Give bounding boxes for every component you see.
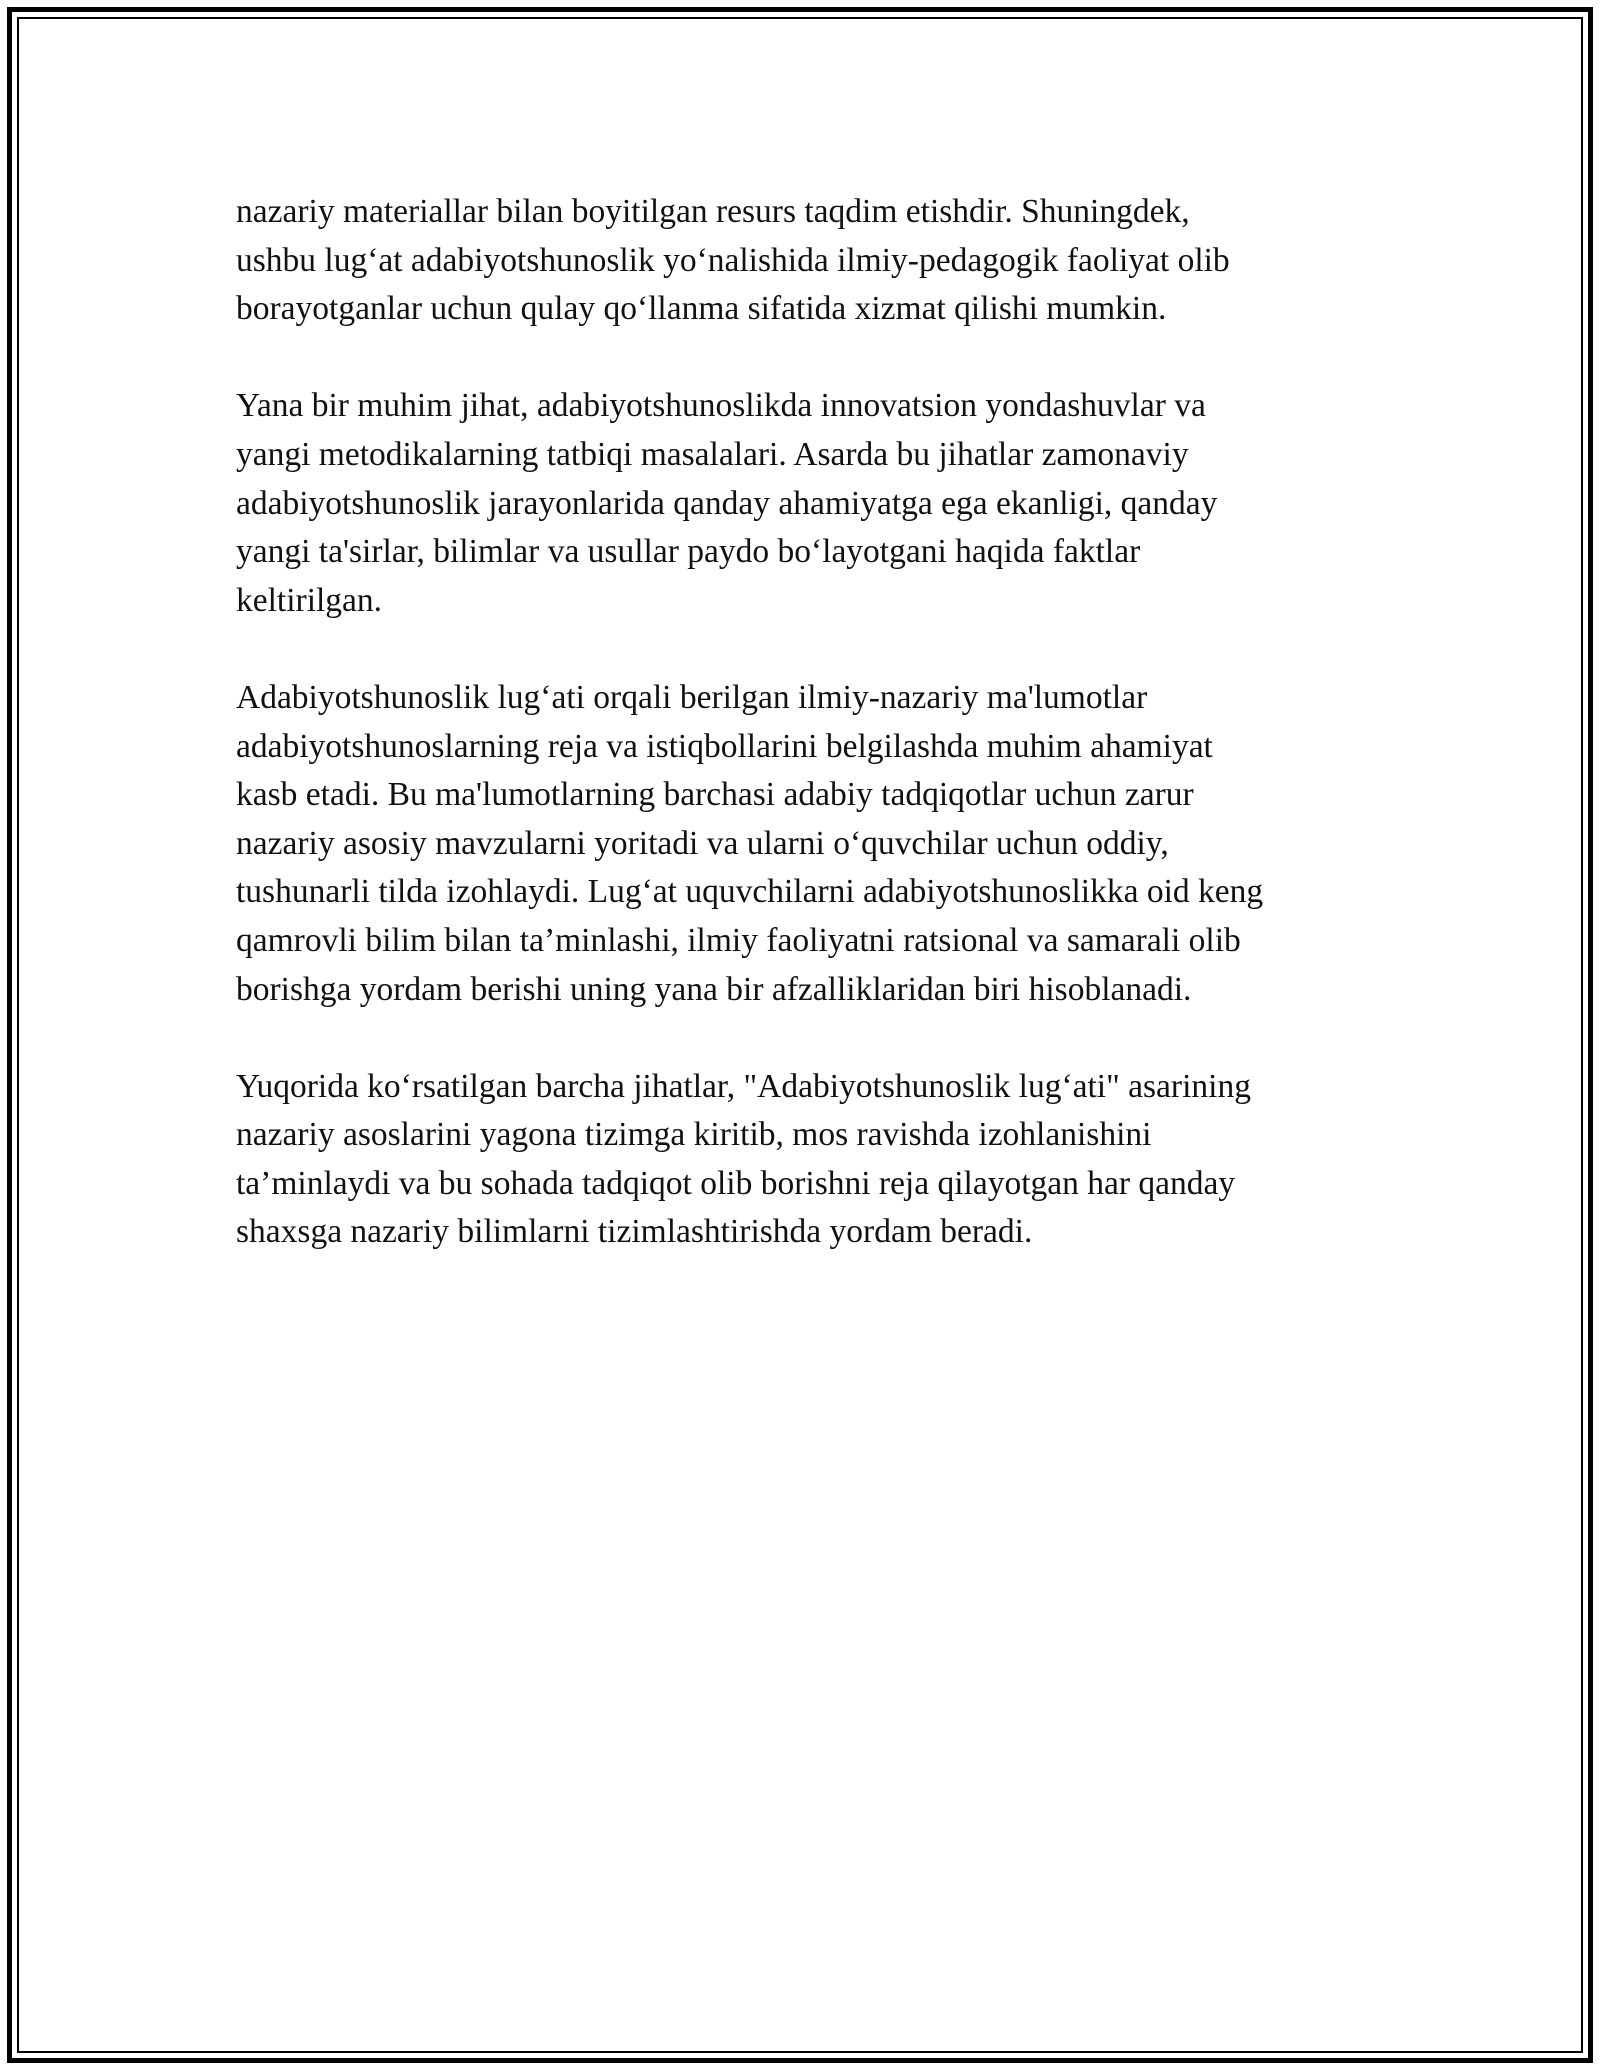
text-line: Yana bir muhim jihat, adabiyotshunoslikda innovatsion yondashuvlar va: [236, 387, 1206, 425]
text-line: nazariy asoslarini yagona tizimga kiritib, mos ravishda izohlanishini: [236, 1116, 1152, 1154]
text-line: nazariy asosiy mavzularni yoritadi va ularni o‘quvchilar uchun oddiy,: [236, 824, 1169, 862]
text-line: kasb etadi. Bu ma'lumotlarning barchasi adabiy tadqiqotlar uchun zarur: [236, 776, 1194, 814]
paragraph-4: [236, 1063, 1366, 1257]
text-line: keltirilgan.: [236, 581, 383, 619]
text-line: Adabiyotshunoslik lug‘ati orqali berilgan ilmiy-nazariy ma'lumotlar: [236, 678, 1148, 716]
text-line: ushbu lug‘at adabiyotshunoslik yo‘nalishida ilmiy-pedagogik faoliyat olib: [236, 241, 1230, 279]
text-line: nazariy materiallar bilan boyitilgan resurs taqdim etishdir. Shuningdek,: [236, 193, 1190, 230]
text-line: qamrovli bilim bilan ta’minlashi, ilmiy faoliyatni ratsional va samarali olib: [236, 921, 1241, 959]
document-body: [236, 188, 1366, 1306]
text-line: adabiyotshunoslik jarayonlarida qanday ahamiyatga ega ekanligi, qanday: [236, 484, 1218, 522]
text-line: borishga yordam berishi uning yana bir afzalliklaridan biri hisoblanadi.: [236, 970, 1192, 1008]
text-line: borayotganlar uchun qulay qo‘llanma sifatida xizmat qilishi mumkin.: [236, 290, 1167, 328]
text-line: yangi ta'sirlar, bilimlar va usullar paydo bo‘layotgani haqida faktlar: [236, 533, 1141, 571]
text-line: shaxsga nazariy bilimlarni tizimlashtirishda yordam beradi.: [236, 1213, 1033, 1251]
paragraph-2: [236, 382, 1366, 625]
text-line: tushunarli tilda izohlaydi. Lug‘at uquvchilarni adabiyotshunoslikka oid keng: [236, 873, 1264, 911]
text-line: ta’minlaydi va bu sohada tadqiqot olib borishni reja qilayotgan har qanday: [236, 1164, 1236, 1202]
paragraph-1: [236, 188, 1366, 334]
paragraph-3: [236, 674, 1366, 1014]
text-line: adabiyotshunoslarning reja va istiqbollarini belgilashda muhim ahamiyat: [236, 727, 1213, 765]
text-line: Yuqorida ko‘rsatilgan barcha jihatlar, "Adabiyotshunoslik lug‘ati" asarining: [236, 1067, 1251, 1105]
text-line: yangi metodikalarning tatbiqi masalalari. Asarda bu jihatlar zamonaviy: [236, 435, 1189, 473]
